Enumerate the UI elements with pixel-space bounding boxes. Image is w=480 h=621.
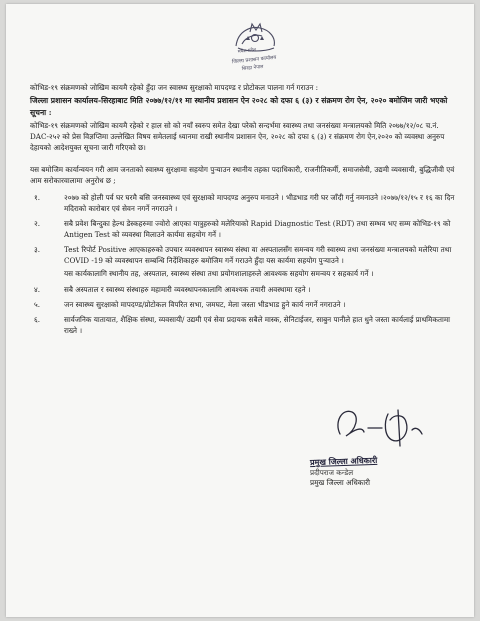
signatory-designation: प्रमुख जिल्ला अधिकारी (310, 478, 370, 487)
list-item-number: १. (34, 193, 41, 202)
list-item-number: ५. (34, 300, 41, 309)
government-seal (222, 20, 288, 80)
seal-line-1: मधेश प्रदेश (237, 48, 257, 55)
signature-icon (328, 400, 428, 460)
paragraph-1: कोभिड-१९ संक्रमणको जोखिम कायमै रहेको र हाल सो को नयाँ स्वरुप समेत देखा परेको सन्दर्भमा स्वास्थ्य तथा जनसंख्या मन्त्रालयको मिति २०७७/१२/०८ च.नं. DAC-२५२ को प्रेस विज्ञप्तिमा उल्लेखित विषय समेतलाई ध्यानमा राखी स्थानीय प्रशासन ऐन, २०२८ को दफा ६ (३) र संक्रमण रोग ऐन,२०२० को व्यवस्था अनुरुप देहायको आदेशयुक्त सूचना जारी गरिएको छ। (30, 121, 445, 152)
signature-stamp-title: प्रमुख जिल्ला अधिकारी (309, 454, 378, 468)
seal-line-3: सिरहा नेपाल (241, 64, 264, 73)
list-item-3-note: यस कार्यकालागि स्थानीय तह, अस्पताल, स्वास्थ्य संस्था तथा प्रयोगशालाहरुले आवश्यक सहयोग समन्वय र सहकार्य गर्ने । (64, 269, 374, 278)
list-item-text: सबै अस्पताल र स्वास्थ्य संस्थाहरु महामारी व्यवस्थापनकालागि आवश्यक तयारी अवस्थामा रहने । (64, 285, 311, 294)
signature-block (310, 456, 460, 489)
list-item (30, 192, 460, 214)
list-item (30, 284, 460, 295)
list-item (30, 314, 460, 336)
paragraph-2: यस बमोजिम कार्यान्वयन गरी आम जनताको स्वास्थ्य सुरक्षामा सहयोग पुऱ्याउन स्थानीय तहका पदाधिकारी, राजनीतिकर्मी, समाजसेवी, उद्यमी व्यवसायी, बुद्धिजीवी एवं आम सरोकारवालामा अनुरोध छ ; (30, 165, 455, 185)
list-item-text: सबै प्रवेश बिन्दुका हेल्थ डेस्कहरुमा ज्वोरो आएका यात्रुहरुको मलेरियाको Rapid Diagnostic Test (RDT) तथा सम्भव भए सम्म कोभिड-१९ को Antigen Test को व्यवस्था मिलाउने कार्यमा सहयोग गर्ने । (64, 219, 451, 239)
notice-body (30, 82, 460, 340)
seal-line-2: जिल्ला प्रशासन कार्यालय (231, 54, 277, 66)
intro-line: कोभिड-१९ संक्रमणको जोखिम कायमै रहेको हुँदा जन स्वास्थ्य सुरक्षाको मापदण्ड र प्रोटोकल पालना गर्न गराउन : (30, 83, 319, 92)
list-item-text: २०७७ को होली पर्व घर घरमै बसि जनस्वास्थ्य एवं सुरक्षाको मापदण्ड अनुरुप मनाउने । भीडभाड गरी घर जाँदी गर्नु नमनाउने ।२०७७/१२/१५ र १६ का दिन मदिराको कारोबार एवं सेवन नगर्ने नगराउने । (64, 193, 455, 213)
list-item (30, 218, 460, 240)
list-item-text: सार्वजनिक यातायात, शैक्षिक संस्था, व्यवसायी/ उद्यमी एवं सेवा प्रदायक सबैले मास्क, सेनिटाईजर, साबुन पानीले हात धुने जस्ता कार्यलाई प्राथमिकतामा राख्ने । (64, 315, 450, 335)
list-item (30, 244, 460, 266)
list-item-text: Test रिपोर्ट Positive आएकाहरुको उपचार व्यवस्थापन स्वास्थ्य संस्था वा अस्पतालसँग समन्वय गरी स्वास्थ्य तथा जनसंख्या मन्त्रालयको मलेरिया तथा COVID -19 को व्यवस्थापन सम्बन्धि निर्देशिकाहरु बमोजिम गर्ने गराउने हुँदा यस कार्यमा सहयोग पुऱ्याउने । (64, 245, 452, 265)
list-item-number: ३. (34, 245, 41, 254)
list-item-number: २. (34, 219, 41, 228)
notice-document (6, 4, 474, 617)
directive-list (30, 192, 460, 336)
list-item (30, 299, 460, 310)
notice-heading: जिल्ला प्रशासन कार्यालय-सिरहाबाट मिति २०७७/१२/११ मा स्थानीय प्रशासन ऐन २०२८ को दफा ६ (३) र संक्रमण रोग ऐन, २०२० बमोजिम जारी भएको सूचना : (30, 96, 448, 117)
list-item-number: ४. (34, 285, 41, 294)
list-item-number: ६. (34, 315, 41, 324)
signatory-name: प्रदीपराज कन्डेल (310, 467, 354, 477)
list-item-text: जन स्वास्थ्य सुरक्षाको मापदण्ड/प्रोटोकल विपरित सभा, जमघट, मेला जस्ता भीडभाड हुने कार्य नगर्ने नगराउने । (64, 300, 346, 309)
handwritten-signature (328, 400, 428, 460)
